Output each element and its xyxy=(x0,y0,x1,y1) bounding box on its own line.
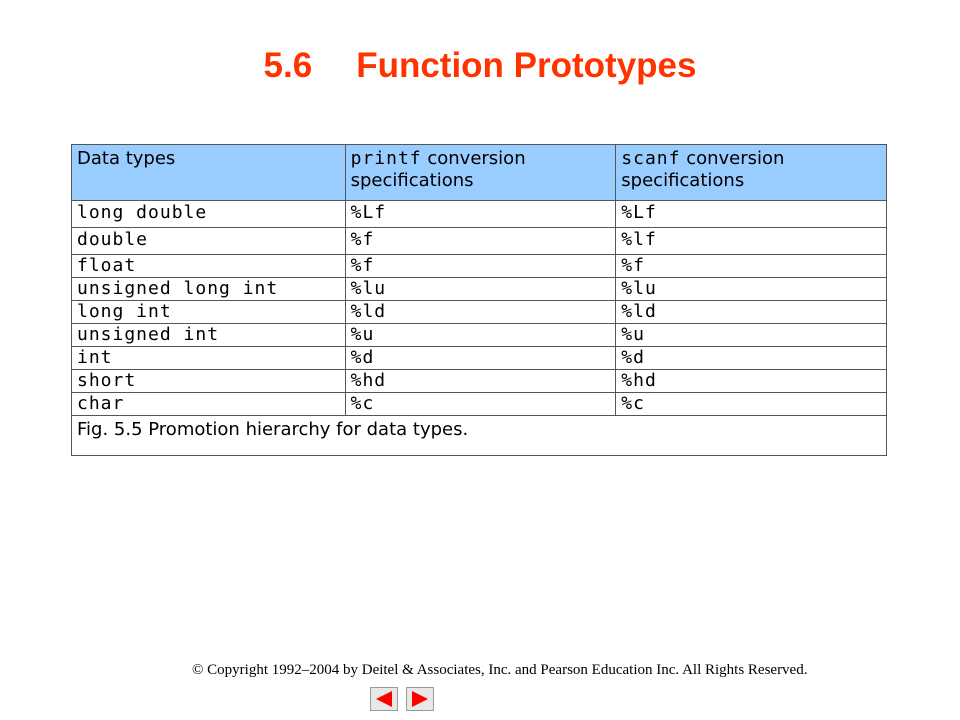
section-number: 5.6 xyxy=(263,46,313,85)
copyright-notice: © Copyright 1992–2004 by Deitel & Associates, Inc. and Pearson Education Inc. All Rights Reserved. xyxy=(192,662,808,678)
data-type-cell: long double xyxy=(72,201,346,228)
scanf-spec-cell: %ld xyxy=(616,301,887,324)
table-row xyxy=(72,393,887,416)
header-printf xyxy=(345,145,616,201)
data-type-cell: long int xyxy=(72,301,346,324)
header-data-types: Data types xyxy=(72,145,346,201)
scanf-spec-cell: %lu xyxy=(616,278,887,301)
header-printf-text: conversion specifications xyxy=(350,148,526,191)
previous-slide-button[interactable] xyxy=(370,687,398,711)
scanf-spec-cell: %lf xyxy=(616,228,887,255)
printf-spec-cell: %hd xyxy=(345,370,616,393)
table-row xyxy=(72,347,887,370)
data-type-cell: short xyxy=(72,370,346,393)
data-type-cell: int xyxy=(72,347,346,370)
data-type-cell: double xyxy=(72,228,346,255)
header-scanf-code: scanf xyxy=(621,148,681,169)
printf-spec-cell: %u xyxy=(345,324,616,347)
printf-spec-cell: %lu xyxy=(345,278,616,301)
section-title: Function Prototypes xyxy=(356,46,697,85)
scanf-spec-cell: %d xyxy=(616,347,887,370)
slide-title xyxy=(0,46,960,86)
table-caption-row xyxy=(72,416,887,456)
printf-spec-cell: %f xyxy=(345,228,616,255)
printf-spec-cell: %ld xyxy=(345,301,616,324)
printf-spec-cell: %f xyxy=(345,255,616,278)
table-row xyxy=(72,278,887,301)
printf-spec-cell: %Lf xyxy=(345,201,616,228)
table-row xyxy=(72,201,887,228)
table-header-row xyxy=(72,145,887,201)
scanf-spec-cell: %u xyxy=(616,324,887,347)
table-row xyxy=(72,370,887,393)
next-slide-button[interactable] xyxy=(406,687,434,711)
table-row xyxy=(72,255,887,278)
next-slide-icon xyxy=(410,690,430,708)
scanf-spec-cell: %c xyxy=(616,393,887,416)
scanf-spec-cell: %f xyxy=(616,255,887,278)
table-row xyxy=(72,324,887,347)
data-type-cell: float xyxy=(72,255,346,278)
figure-caption: Fig. 5.5 Promotion hierarchy for data types. xyxy=(72,416,887,456)
conversion-table xyxy=(71,144,887,456)
slide-navigation xyxy=(370,687,434,711)
previous-slide-icon xyxy=(374,690,394,708)
printf-spec-cell: %d xyxy=(345,347,616,370)
data-type-cell: unsigned long int xyxy=(72,278,346,301)
header-printf-code: printf xyxy=(350,148,422,169)
table-row xyxy=(72,228,887,255)
header-scanf xyxy=(616,145,887,201)
data-type-cell: char xyxy=(72,393,346,416)
printf-spec-cell: %c xyxy=(345,393,616,416)
data-type-cell: unsigned int xyxy=(72,324,346,347)
header-scanf-text: conversion specifications xyxy=(621,148,785,191)
scanf-spec-cell: %Lf xyxy=(616,201,887,228)
table-row xyxy=(72,301,887,324)
scanf-spec-cell: %hd xyxy=(616,370,887,393)
